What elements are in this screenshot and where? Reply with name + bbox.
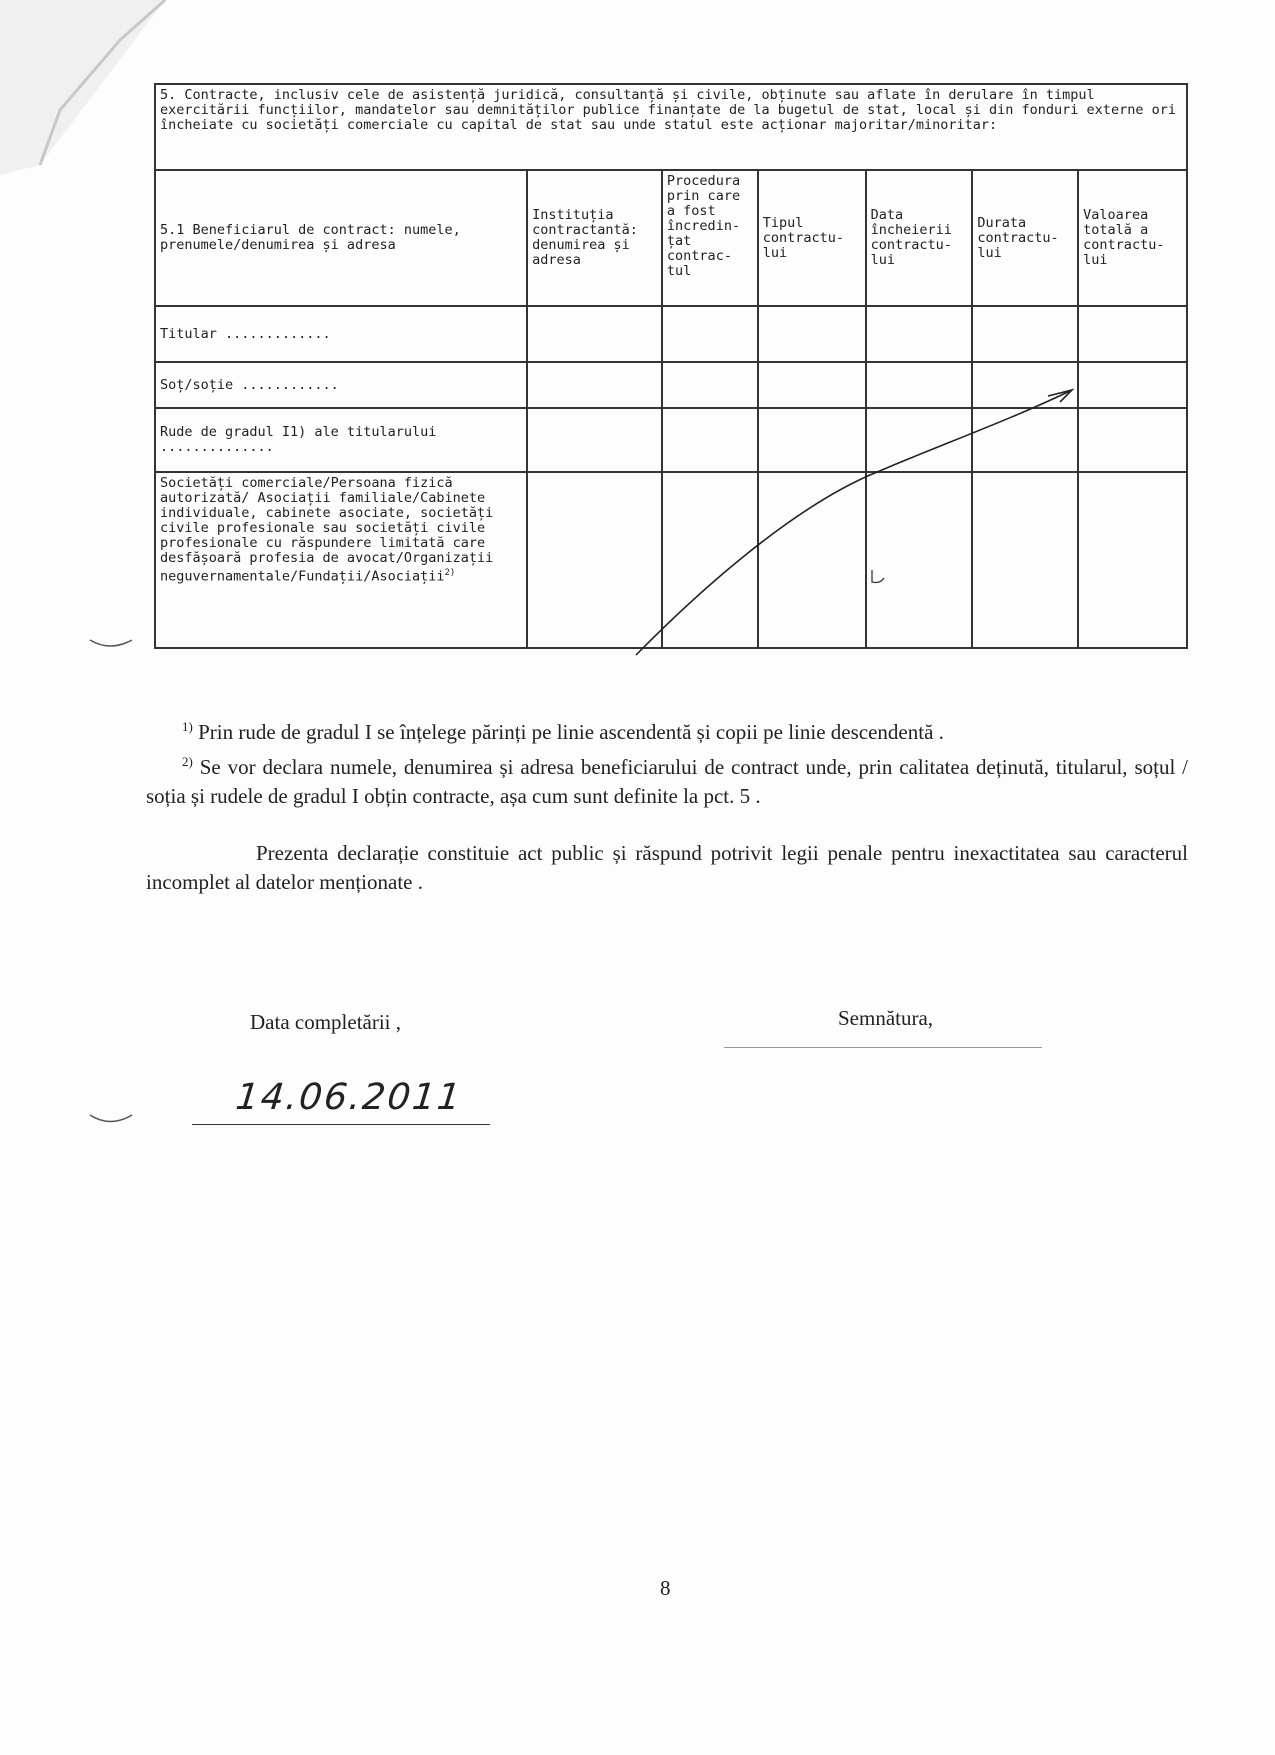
page-number: 8 bbox=[660, 1576, 671, 1600]
header-contract-type: Tipul contractu-lui bbox=[758, 170, 866, 306]
empty-cell bbox=[1078, 362, 1187, 408]
header-institution: Instituția contractantă: denumirea și adresa bbox=[527, 170, 662, 306]
handwritten-date: 14.06.2011 bbox=[233, 1077, 465, 1118]
header-procedure: Procedura prin care a fost încredin-țat contrac-tul bbox=[662, 170, 758, 306]
row-label-companies bbox=[155, 472, 527, 648]
empty-cell bbox=[1078, 306, 1187, 362]
header-contract-duration: Durata contractu-lui bbox=[972, 170, 1078, 306]
footnotes bbox=[146, 712, 1188, 897]
empty-cell bbox=[866, 408, 973, 472]
empty-cell bbox=[527, 472, 662, 648]
header-beneficiary: 5.1 Beneficiarul de contract: numele, prenumele/denumirea și adresa bbox=[155, 170, 527, 306]
footnote-1-text: Prin rude de gradul I se înțelege părinți pe linie ascendentă și copii pe linie descendentă . bbox=[198, 720, 944, 744]
footnote-1-marker: 1) bbox=[182, 719, 193, 734]
row-label-titular: Titular ............. bbox=[155, 306, 527, 362]
empty-cell bbox=[866, 362, 973, 408]
empty-cell bbox=[866, 472, 973, 648]
signature-line bbox=[724, 1047, 1042, 1048]
empty-cell bbox=[758, 362, 866, 408]
date-line bbox=[192, 1124, 490, 1125]
row-label-companies-text: Societăți comerciale/Persoana fizică autorizată/ Asociații familiale/Cabinete individuale, cabinete asociate, societăți civile profesionale sau societăți civile profesionale cu răspundere limitată care desfășoară profesia de avocat/Organizații neguvernamentale/Fundații/Asociații bbox=[160, 475, 494, 585]
empty-cell bbox=[972, 472, 1078, 648]
table-row bbox=[155, 408, 1187, 472]
declaration-text: Prezenta declarație constituie act public și răspund potrivit legii penale pentru inexactitatea sau caracterul incomplet al datelor menționate . bbox=[146, 841, 1188, 894]
empty-cell bbox=[972, 408, 1078, 472]
empty-cell bbox=[758, 408, 866, 472]
header-contract-date: Data încheierii contractu-lui bbox=[866, 170, 973, 306]
row-label-spouse: Soț/soție ............ bbox=[155, 362, 527, 408]
table-row bbox=[155, 306, 1187, 362]
empty-cell bbox=[1078, 408, 1187, 472]
empty-cell bbox=[972, 362, 1078, 408]
empty-cell bbox=[527, 306, 662, 362]
empty-cell bbox=[758, 472, 866, 648]
empty-cell bbox=[662, 362, 758, 408]
empty-cell bbox=[1078, 472, 1187, 648]
empty-cell bbox=[972, 306, 1078, 362]
empty-cell bbox=[866, 306, 973, 362]
empty-cell bbox=[527, 408, 662, 472]
table-row bbox=[155, 362, 1187, 408]
empty-cell bbox=[758, 306, 866, 362]
empty-cell bbox=[662, 408, 758, 472]
signature-label: Semnătura, bbox=[838, 1006, 934, 1030]
footnote-2-marker: 2) bbox=[182, 754, 193, 769]
empty-cell bbox=[662, 472, 758, 648]
table-row bbox=[155, 472, 1187, 648]
empty-cell bbox=[527, 362, 662, 408]
footnote-marker: 2) bbox=[444, 568, 456, 578]
footnote-1 bbox=[146, 712, 1188, 747]
section-5-intro: 5. Contracte, inclusiv cele de asistență juridică, consultanță și civile, obținute sau aflate în derulare în timpul exercitării funcțiilor, mandatelor sau demnităților publice finanțate de la bugetul de stat, local și din fonduri externe ori încheiate cu societăți comerciale cu capital de stat sau unde statul este acționar majoritar/minoritar: bbox=[155, 84, 1187, 170]
contracts-table bbox=[154, 83, 1188, 649]
row-label-relatives: Rude de gradul I1) ale titularului .............. bbox=[155, 408, 527, 472]
empty-cell bbox=[662, 306, 758, 362]
footnote-2 bbox=[146, 747, 1188, 811]
footnote-2-text: Se vor declara numele, denumirea și adresa beneficiarului de contract unde, prin calitatea deținută, titularul, soțul / soția și rudele de gradul I obțin contracte, așa cum sunt definite la pct. 5 . bbox=[146, 755, 1189, 808]
date-label: Data completării , bbox=[250, 1010, 402, 1034]
header-contract-value: Valoarea totală a contractu-lui bbox=[1078, 170, 1187, 306]
